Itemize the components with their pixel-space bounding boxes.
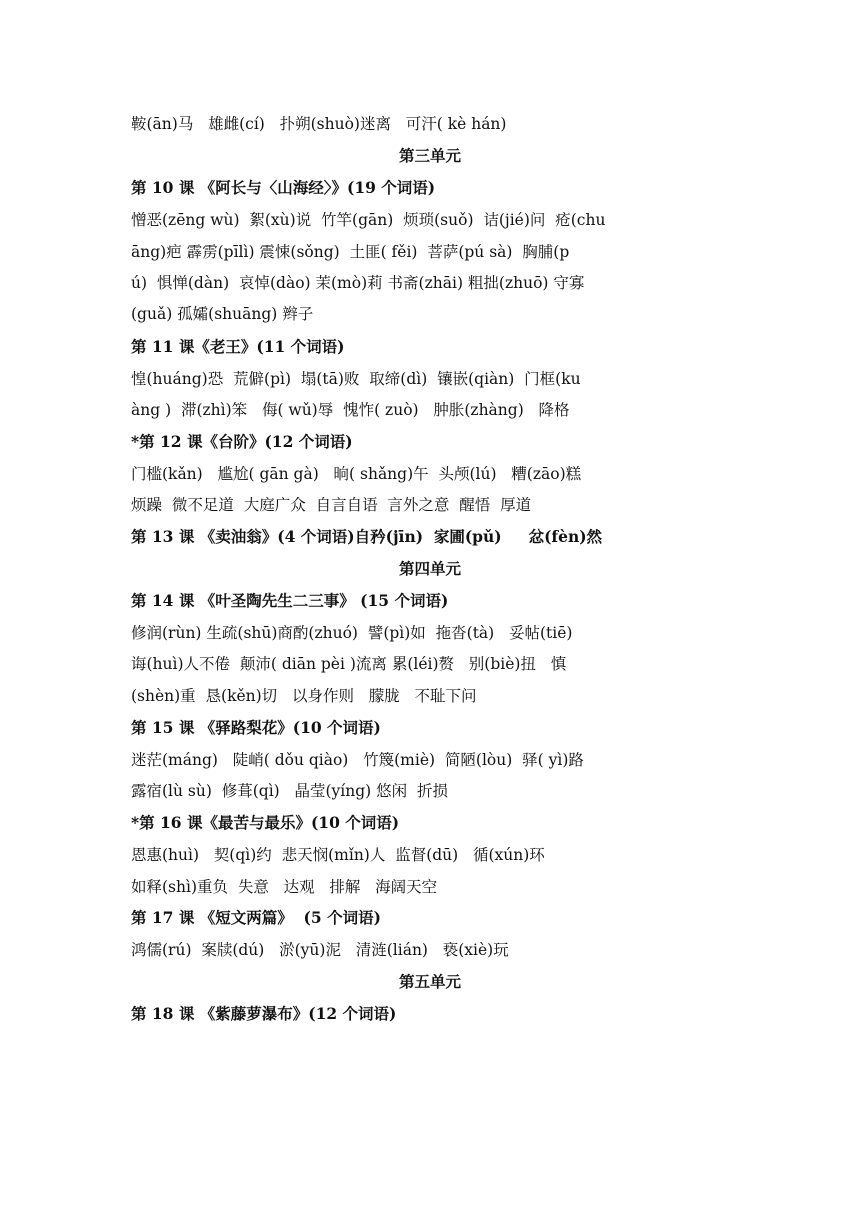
text-line: 烦躁 微不足道 大庭广众 自言自语 言外之意 醒悟 厚道: [131, 496, 532, 514]
text-line: àng ) 滞(zhì)笨 侮( wǔ)辱 愧怍( zuò) 肿胀(zhàng) 降格: [131, 401, 570, 419]
unit-title: 第三单元: [398, 146, 461, 165]
lesson-heading: *第 16 课《最苦与最乐》(10 个词语): [131, 813, 400, 832]
lesson-heading: 第 13 课 《卖油翁》(4 个词语)自矜(jīn) 家圃(pǔ) 忿(fèn)然: [131, 527, 603, 546]
text-line: āng)疤 霹雳(pīlì) 震悚(sǒng) 土匪( fěi) 菩萨(pú sà) 胸脯(p: [131, 243, 570, 261]
text-line: 迷茫(máng) 陡峭( dǒu qiào) 竹篾(miè) 简陋(lòu) 驿( yì)路: [131, 751, 584, 769]
lesson-heading: *第 12 课《台阶》(12 个词语): [131, 432, 353, 451]
lesson-heading: 第 17 课 《短文两篇》 (5 个词语): [131, 908, 381, 927]
text-line: ú) 惧惮(dàn) 哀悼(dào) 茉(mò)莉 书斋(zhāi) 粗拙(zhuō) 守寡: [131, 274, 585, 292]
unit-title: 第五单元: [398, 972, 461, 991]
text-line: (guǎ) 孤孀(shuāng) 辫子: [131, 305, 314, 323]
text-line: 如释(shì)重负 失意 达观 排解 海阔天空: [131, 878, 438, 896]
text-line: (shèn)重 恳(kěn)切 以身作则 朦胧 不耻下问: [131, 687, 477, 705]
text-line: 鸿儒(rú) 案牍(dú) 淤(yū)泥 清涟(lián) 亵(xiè)玩: [131, 941, 509, 959]
text-line: 修润(rùn) 生疏(shū)商酌(zhuó) 譬(pì)如 拖沓(tà) 妥帖(tiē): [131, 624, 573, 642]
text-line: 露宿(lù sù) 修葺(qì) 晶莹(yíng) 悠闲 折损: [131, 782, 449, 800]
lesson-heading: 第 11 课《老王》(11 个词语): [131, 337, 345, 356]
text-line: 鞍(ān)马 雄雌(cí) 扑朔(shuò)迷离 可汗( kè hán): [131, 115, 507, 133]
text-line: 憎恶(zēng wù) 絮(xù)说 竹竿(gān) 烦琐(suǒ) 诘(jié)问 疮(chu: [131, 211, 606, 229]
lesson-heading: 第 15 课 《驿路梨花》(10 个词语): [131, 718, 381, 737]
text-line: 恩惠(huì) 契(qì)约 悲天悯(mǐn)人 监督(dū) 循(xún)环: [131, 846, 545, 864]
lesson-heading: 第 18 课 《紫藤萝瀑布》(12 个词语): [131, 1004, 397, 1023]
text-line: 诲(huì)人不倦 颠沛( diān pèi )流离 累(léi)赘 别(biè)扭 慎: [131, 655, 567, 673]
lesson-heading: 第 14 课 《叶圣陶先生二三事》 (15 个词语): [131, 591, 449, 610]
lesson-heading: 第 10 课 《阿长与〈山海经〉》(19 个词语): [131, 178, 436, 197]
unit-title: 第四单元: [398, 559, 461, 578]
text-line: 门槛(kǎn) 尴尬( gān gà) 晌( shǎng)午 头颅(lú) 糟(zāo)糕: [131, 465, 582, 483]
text-line: 惶(huáng)恐 荒僻(pì) 塌(tā)败 取缔(dì) 镶嵌(qiàn) 门框(ku: [131, 370, 581, 388]
